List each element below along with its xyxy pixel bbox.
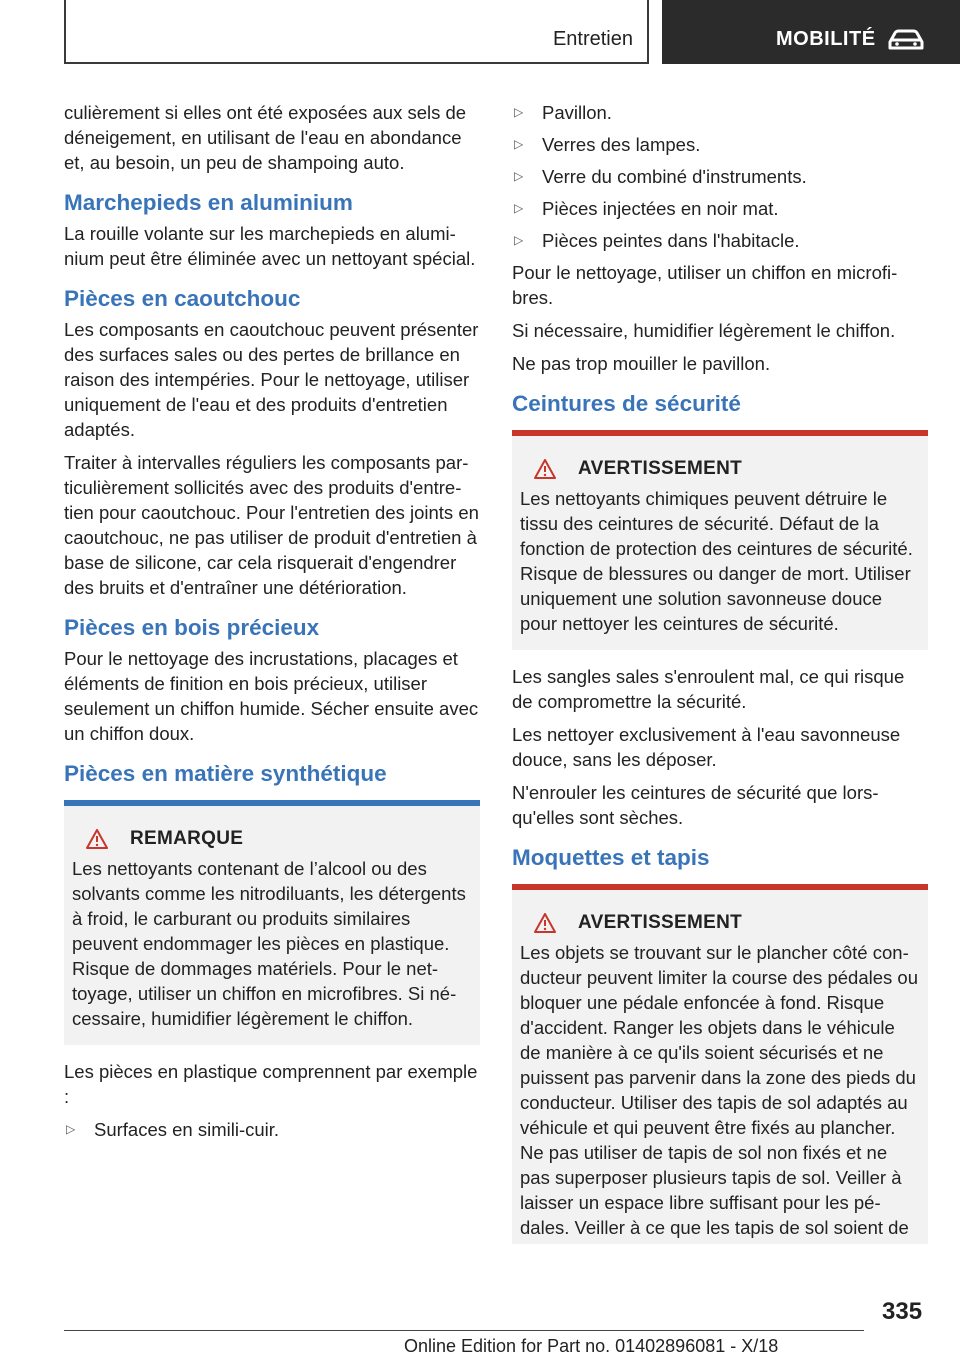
intro-paragraph: culièrement si elles ont été exposées aux sels de déneigement, en utilisant de l'eau en abondance et, au besoin, un peu de shampoing auto.	[64, 102, 467, 173]
header-section-tab	[64, 0, 649, 64]
plastic-list-continued	[512, 100, 928, 253]
footer-edition: Online Edition for Part no. 01402896081 - X/18	[404, 1336, 779, 1356]
paragraph-rubber-2: Traiter à intervalles réguliers les composants particulièrement sollicités avec des produits d'entretien pour caoutchouc. Pour l'entretien des joints en caoutchouc, ne pas utiliser de produit d'entretien à base de silicone, car cela risquerait d'engendrer des bruits et d'entraîner une détérioration.	[64, 452, 479, 598]
page-number: 335	[882, 1298, 923, 1325]
list-item: ▷ Pavillon.	[514, 102, 612, 123]
warning-box-carpets	[512, 884, 928, 1244]
warning-header	[520, 912, 920, 934]
notice-title: REMARQUE	[130, 828, 244, 849]
triangle-bullet-icon: ▷	[514, 201, 524, 215]
footer-divider	[64, 1330, 864, 1331]
list-item: ▷ Surfaces en simili-cuir.	[66, 1119, 280, 1140]
triangle-bullet-icon: ▷	[514, 105, 524, 119]
triangle-bullet-icon: ▷	[514, 137, 524, 151]
heading-seatbelts: Ceintures de sécurité	[512, 391, 741, 416]
list-item: ▷ Pièces injectées en noir mat.	[514, 198, 779, 219]
paragraph-roof: Ne pas trop mouiller le pavillon.	[512, 353, 771, 374]
warning-title: AVERTISSEMENT	[578, 912, 743, 933]
paragraph-rubber-1: Les composants en caoutchouc peuvent présenter des surfaces sales ou des pertes de brillance en raison des intempéries. Pour le nettoyage, utiliser uniquement de l'eau et des produits d'entretien adaptés.	[64, 319, 479, 440]
list-item: ▷ Pièces peintes dans l'habitacle.	[514, 230, 800, 251]
paragraph-belts-2: Les nettoyer exclusivement à l'eau savonneuse douce, sans les déposer.	[512, 724, 901, 770]
paragraph-wood: Pour le nettoyage des incrustations, placages et éléments de finition en bois précieux, utiliser seulement un chiffon humide. Sécher ensuite avec un chiffon doux.	[64, 648, 479, 744]
plastic-list	[64, 1117, 480, 1142]
paragraph-humidify: Si nécessaire, humidifier légèrement le chiffon.	[512, 320, 896, 341]
notice-text: Les nettoyants contenant de l’alcool ou des solvants comme les nitrodiluants, les détergents à froid, le carburant ou produits similaires peuvent endommager les pièces en plastique. Risque de dommages matériels. Pour le nettoyage, utiliser un chiffon en microfibres. Si nécessaire, humidifier légèrement le chiffon.	[72, 858, 466, 1029]
right-column	[512, 100, 928, 1258]
section-title: Entretien	[552, 28, 633, 50]
heading-rubber: Pièces en caoutchouc	[64, 286, 301, 311]
notice-box	[64, 800, 480, 1045]
left-column	[64, 100, 480, 1149]
paragraph-belts-1: Les sangles sales s'enroulent mal, ce qui risque de compromettre la sécurité.	[512, 666, 905, 712]
heading-wood: Pièces en bois précieux	[64, 615, 320, 640]
warning-triangle-icon	[534, 459, 556, 479]
list-item: ▷ Verres des lampes.	[514, 134, 701, 155]
paragraph-belts-3: N'enrouler les ceintures de sécurité que lorsqu'elles sont sèches.	[512, 782, 879, 828]
header-chapter-tab	[662, 0, 960, 64]
chapter-title: MOBILITÉ	[776, 28, 876, 50]
warning-header	[520, 458, 920, 480]
paragraph-aluminium: La rouille volante sur les marchepieds en aluminium peut être éliminée avec un nettoyant spécial.	[64, 223, 476, 269]
heading-carpets: Moquettes et tapis	[512, 845, 710, 870]
heading-plastic: Pièces en matière synthétique	[64, 761, 387, 786]
triangle-bullet-icon: ▷	[514, 169, 524, 183]
list-item: ▷ Verre du combiné d'instruments.	[514, 166, 807, 187]
warning-text: Les nettoyants chimiques peuvent détruire le tissu des ceintures de sécurité. Défaut de la fonction de protection des ceintures de sécurité. Risque de blessures ou danger de mort. Utiliser uniquement une solution savonneuse douce pour nettoyer les ceintures de sécurité.	[520, 488, 913, 634]
triangle-bullet-icon: ▷	[66, 1122, 76, 1136]
warning-title: AVERTISSEMENT	[578, 458, 743, 479]
paragraph-cleaning: Pour le nettoyage, utiliser un chiffon en microfibres.	[512, 262, 898, 308]
paragraph-plastic: Les pièces en plastique comprennent par exemple :	[64, 1061, 478, 1107]
warning-text: Les objets se trouvant sur le plancher côté conducteur peuvent limiter la course des pédales ou bloquer une pédale enfoncée à fond. Risque d'accident. Ranger les objets dans le véhicule de manière à ce qu'ils soient sécurisés et ne puissent pas parvenir dans la zone des pieds du conducteur. Utiliser des tapis de sol adaptés au véhicule et qui peuvent être fixés au plancher. Ne pas utiliser de tapis de sol non fixés et ne pas superposer plusieurs tapis de sol. Veiller à laisser un espace libre suffisant pour les pédales. Veiller à ce que les tapis de sol soient de	[520, 942, 918, 1238]
heading-aluminium: Marchepieds en aluminium	[64, 190, 353, 215]
car-icon	[886, 28, 926, 52]
warning-triangle-icon	[86, 829, 108, 849]
notice-header	[72, 828, 472, 850]
warning-box-seatbelts	[512, 430, 928, 650]
triangle-bullet-icon: ▷	[514, 233, 524, 247]
warning-triangle-icon	[534, 913, 556, 933]
